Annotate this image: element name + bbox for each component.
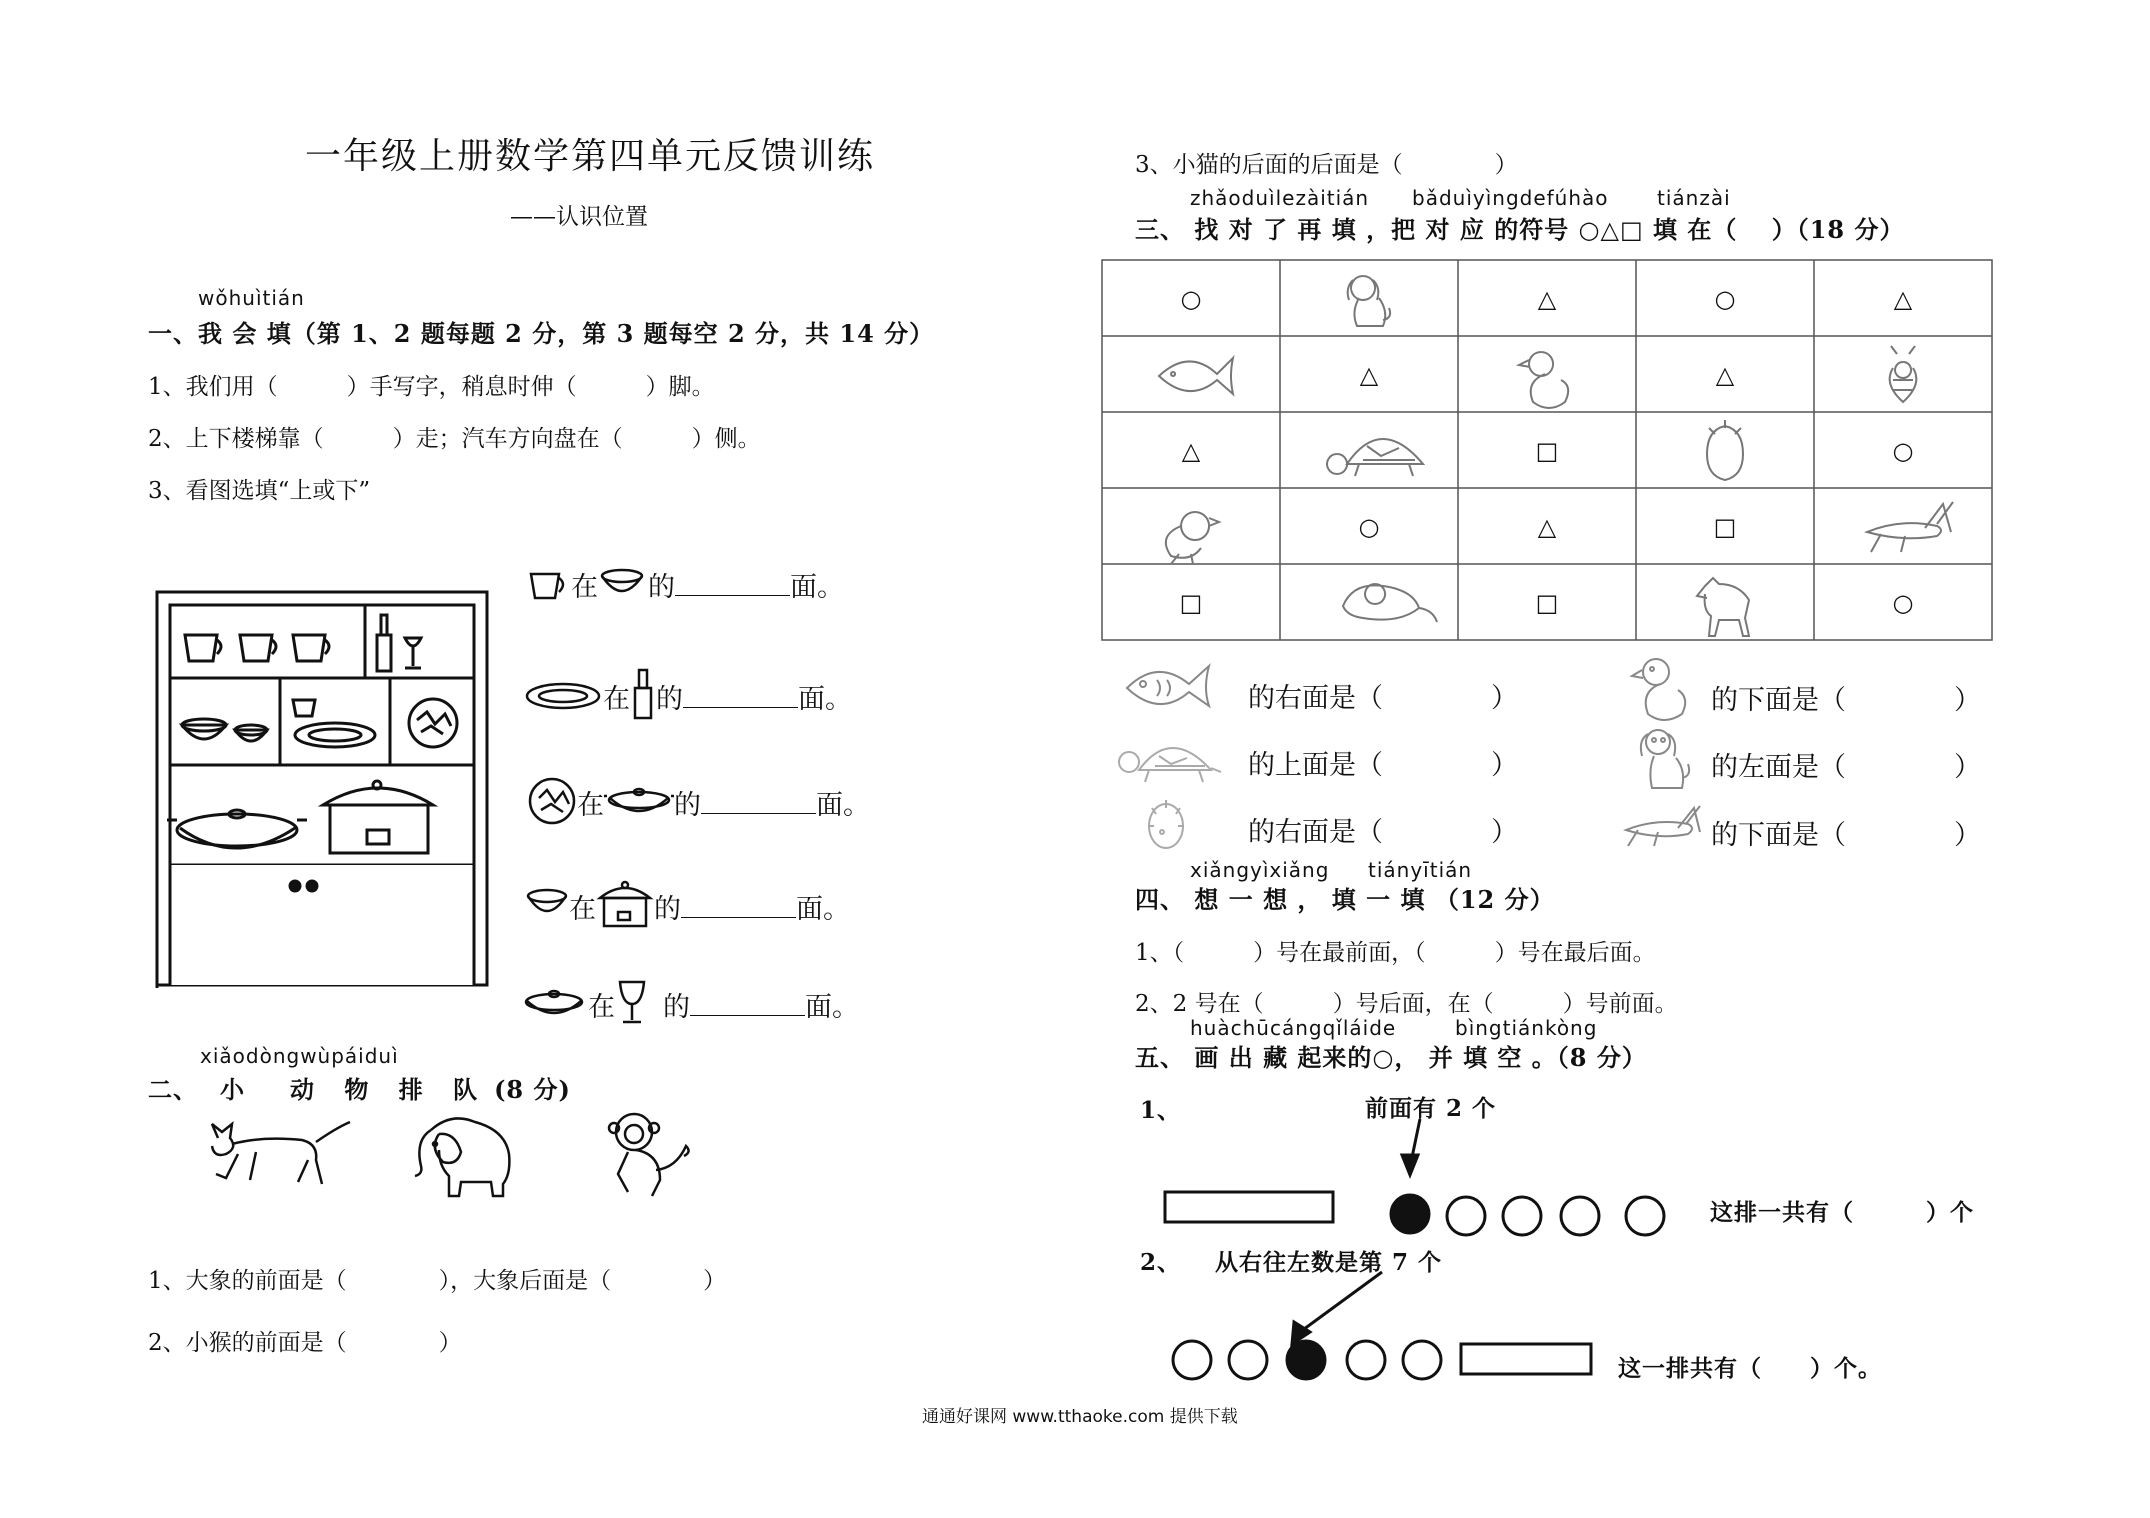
hedgehog-icon <box>1707 420 1743 480</box>
s4-pinyin-2: tiányītián <box>1368 858 1473 882</box>
answer-blank[interactable] <box>681 895 796 918</box>
cabinet-illustration <box>155 590 495 990</box>
bottle-icon <box>630 668 656 720</box>
s3-question-1: 的右面是（ ） <box>1248 683 1518 714</box>
chick-icon <box>1166 512 1219 564</box>
s4-pinyin-1: xiǎngyìxiǎng <box>1190 858 1330 882</box>
grid-symbol: ○ <box>1180 285 1202 313</box>
dish-food-icon <box>527 776 577 826</box>
monkey-icon <box>600 1108 700 1200</box>
s3-pinyin-2: bǎduìyìngdefúhào <box>1412 186 1609 210</box>
grid-symbol: △ <box>1893 285 1913 313</box>
s2-heading: 二、 小 动 物 排 队 (8 分) <box>148 1075 571 1104</box>
grid-symbol: ○ <box>1714 285 1736 313</box>
s3-question-6: 的下面是（ ） <box>1711 820 1981 851</box>
s5-problem1-diagram <box>1160 1115 1660 1235</box>
page-subtitle: ——认识位置 <box>510 204 648 230</box>
grid-symbol: ○ <box>1892 589 1914 617</box>
turtle-icon <box>1327 439 1423 476</box>
cup-icon <box>527 568 571 604</box>
fill-line-4: 在 的 面。 <box>525 868 850 926</box>
s2-pinyin: xiǎodòngwùpáiduì <box>200 1044 399 1068</box>
s1-q3: 3、看图选填“上或下” <box>148 478 371 504</box>
s3-question-3: 的上面是（ ） <box>1248 750 1518 781</box>
s3-pinyin-1: zhǎoduìlezàitián <box>1190 186 1370 210</box>
dog-icon <box>1348 276 1390 326</box>
rice-cooker-icon <box>596 880 654 930</box>
s5-pinyin-2: bìngtiánkòng <box>1455 1016 1598 1040</box>
fish-icon <box>1117 658 1215 714</box>
wine-glass-icon <box>615 978 649 1026</box>
s5-pinyin-1: huàchūcángqǐláide <box>1190 1016 1397 1040</box>
hedgehog-icon <box>1144 796 1188 852</box>
s1-heading: 一、我 会 填（第 1、2 题每题 2 分，第 3 题每空 2 分，共 14 分） <box>148 319 935 348</box>
grid-symbol: △ <box>1715 361 1735 389</box>
footer: 通通好课网 www.tthaoke.com 提供下载 <box>922 1407 1238 1427</box>
grid-symbol: ○ <box>1892 437 1914 465</box>
grid-symbol: △ <box>1181 437 1201 465</box>
turtle-icon <box>1115 734 1225 788</box>
answer-blank[interactable] <box>690 993 805 1016</box>
s1-pinyin: wǒhuìtián <box>198 286 305 310</box>
s5-problem2-number: 2、 <box>1140 1249 1182 1276</box>
grid-symbol: △ <box>1359 361 1379 389</box>
cat-icon <box>198 1108 358 1188</box>
bowl-icon <box>525 886 569 926</box>
bee-icon <box>1890 346 1917 402</box>
s1-q1: 1、我们用（ ）手写字，稍息时伸（ ）脚。 <box>148 374 715 400</box>
s1-q2: 2、上下楼梯靠（ ）走；汽车方向盘在（ ）侧。 <box>148 426 761 452</box>
s3-question-2: 的下面是（ ） <box>1711 685 1981 716</box>
animal-grid <box>1100 258 1990 643</box>
grid-symbol: ○ <box>1358 513 1380 541</box>
s3-heading: 三、 找 对 了 再 填 ，把 对 应 的符号 ○△□ 填 在（ ）（18 分） <box>1135 215 1905 244</box>
grasshopper-icon <box>1618 800 1704 850</box>
s5-problem2-label: 从右往左数是第 7 个 <box>1215 1249 1443 1276</box>
bowl-icon <box>598 568 648 604</box>
duck-icon <box>1519 352 1568 408</box>
grid-symbol: □ <box>1179 589 1203 617</box>
s5-problem1-label: 前面有 2 个 <box>1365 1095 1497 1122</box>
plate-icon <box>525 674 603 714</box>
answer-blank[interactable] <box>683 685 798 708</box>
fill-line-1: 在 的 面。 <box>527 560 844 604</box>
s4-heading: 四、 想 一 想 ， 填 一 填 （12 分） <box>1135 885 1555 914</box>
s3-pinyin-3: tiánzài <box>1657 186 1731 210</box>
s5-problem2-answer: 这一排共有（ ）个。 <box>1618 1355 1882 1382</box>
mouse-icon <box>1343 584 1437 622</box>
s5-problem2-diagram <box>1170 1268 1600 1388</box>
s3-question-5: 的右面是（ ） <box>1248 817 1518 848</box>
grid-symbol: △ <box>1537 285 1557 313</box>
wok-icon <box>520 984 588 1024</box>
grid-symbol: □ <box>1535 437 1559 465</box>
elephant-icon <box>405 1110 517 1200</box>
grasshopper-icon <box>1867 502 1953 552</box>
s4-q2: 2、2 号在（ ）号后面，在（ ）号前面。 <box>1135 991 1678 1017</box>
s5-problem1-number: 1、 <box>1140 1097 1182 1124</box>
fill-line-3: 在 的 面。 <box>527 764 870 822</box>
answer-blank[interactable] <box>675 573 790 596</box>
wok-icon <box>604 782 674 822</box>
s3-question-4: 的左面是（ ） <box>1711 752 1981 783</box>
s5-heading: 五、 画 出 藏 起来的○， 并 填 空 。（8 分） <box>1135 1043 1647 1072</box>
s5-problem1-answer: 这排一共有（ ）个 <box>1710 1199 1974 1226</box>
fill-line-5: 在 的 面。 <box>520 968 859 1024</box>
grid-symbol: □ <box>1535 589 1559 617</box>
s2-q1: 1、大象的前面是（ ），大象后面是（ ） <box>148 1268 727 1294</box>
answer-blank[interactable] <box>701 791 816 814</box>
s4-q1: 1、（ ）号在最前面，（ ）号在最后面。 <box>1135 940 1656 966</box>
grid-symbol: △ <box>1537 513 1557 541</box>
duck-icon <box>1628 654 1690 726</box>
fish-icon <box>1159 358 1233 394</box>
s2-q2: 2、小猴的前面是（ ） <box>148 1330 462 1356</box>
dog-icon <box>1634 724 1694 796</box>
horse-icon <box>1697 578 1749 636</box>
page-title: 一年级上册数学第四单元反馈训练 <box>305 136 876 177</box>
s2-q3: 3、小猫的后面的后面是（ ） <box>1135 152 1518 178</box>
grid-symbol: □ <box>1713 513 1737 541</box>
fill-line-2: 在 的 面。 <box>525 656 852 716</box>
